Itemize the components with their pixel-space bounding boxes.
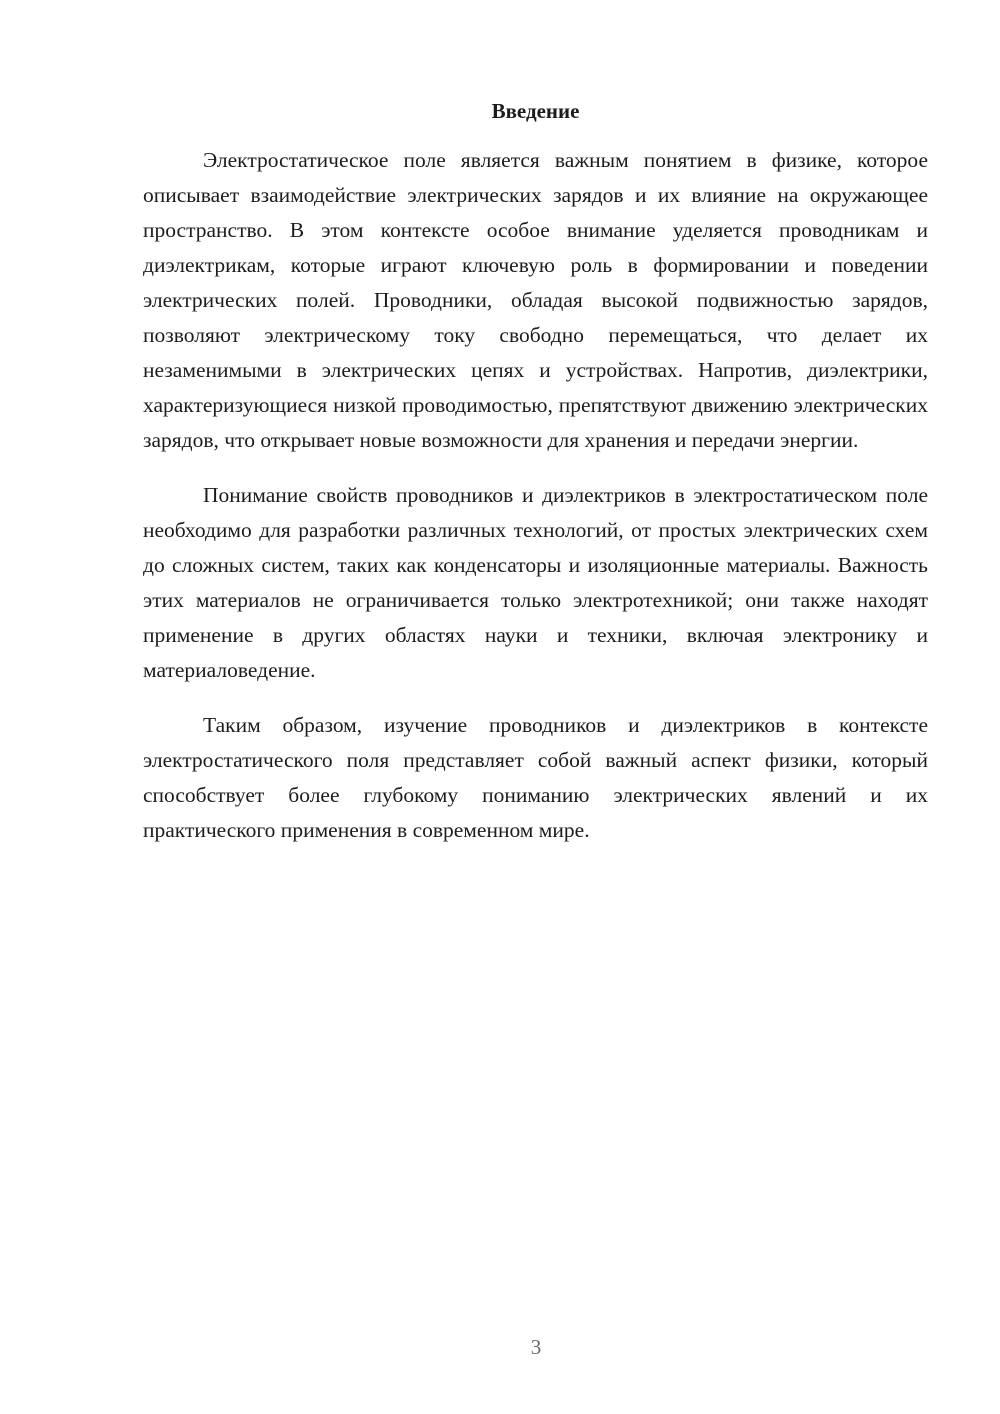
body-text: [143, 143, 928, 868]
paragraph: Электростатическое поле является важным понятием в физике, которое описывает взаимодействие электрических зарядов и их влияние на окружающее пространство. В этом контексте особое внимание уделяется проводникам и диэлектрикам, которые играют ключевую роль в формировании и поведении электрических полей. Проводники, обладая высокой подвижностью зарядов, позволяют электрическому току свободно перемещаться, что делает их незаменимыми в электрических цепях и устройствах. Напротив, диэлектрики, характеризующиеся низкой проводимостью, препятствуют движению электрических зарядов, что открывает новые возможности для хранения и передачи энергии.: [143, 148, 928, 452]
page-number: 3: [530, 1335, 542, 1359]
section-heading: Введение: [491, 99, 580, 123]
paragraph: Понимание свойств проводников и диэлектриков в электростатическом поле необходимо для разработки различных технологий, от простых электрических схем до сложных систем, таких как конденсаторы и изоляционные материалы. Важность этих материалов не ограничивается только электротехникой; они также находят применение в других областях науки и техники, включая электронику и материаловедение.: [143, 483, 928, 682]
paragraph: Таким образом, изучение проводников и диэлектриков в контексте электростатического поля представляет собой важный аспект физики, который способствует более глубокому пониманию электрических явлений и их практического применения в современном мире.: [143, 713, 928, 842]
